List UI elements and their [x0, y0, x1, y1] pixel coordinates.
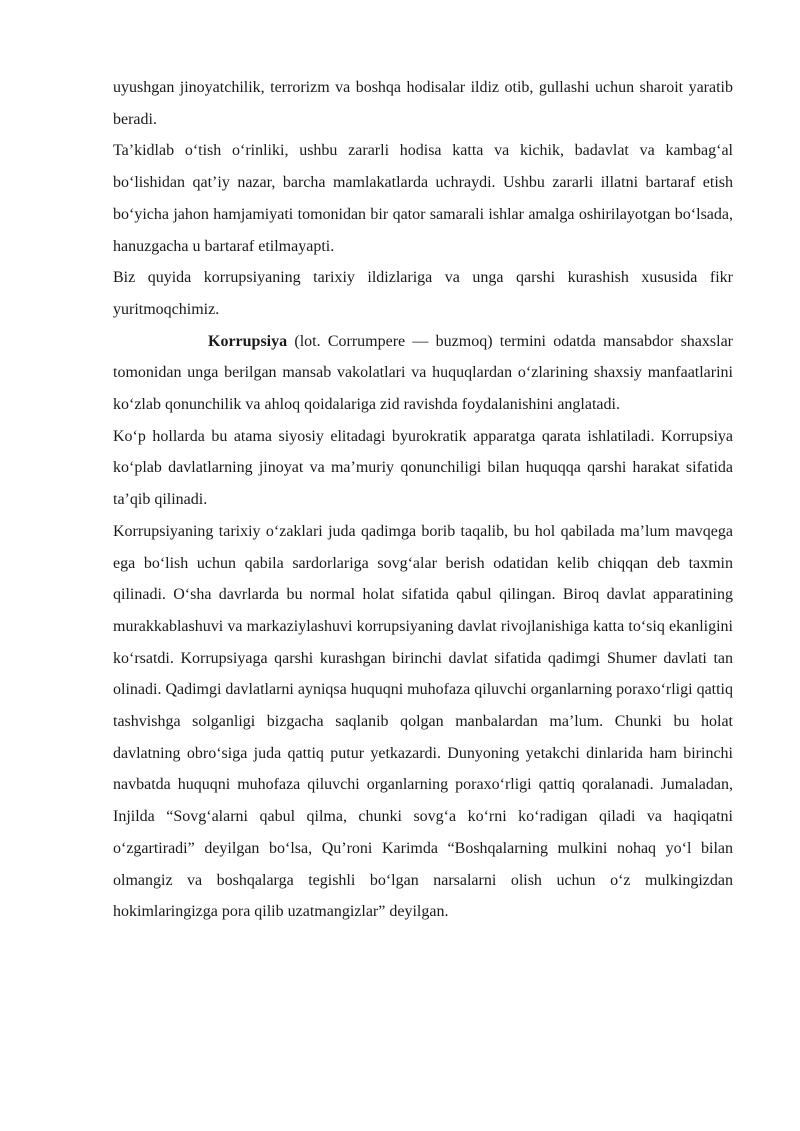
term-korrupsiya: Korrupsiya [208, 332, 288, 350]
paragraph-3: Biz quyida korrupsiyaning tarixiy ildizlariga va unga qarshi kurashish xususida fikr yuritmoqchimiz. [113, 269, 733, 318]
paragraph-2: Ta’kidlab o‘tish o‘rinliki, ushbu zararli hodisa katta va kichik, badavlat va kambag‘al bo‘lishidan qat’iy nazar, barcha mamlakatlarda uchraydi. Ushbu zararli illatni bartaraf etish bo‘yicha jahon hamjamiyati tomonidan bir qator samarali ishlar amalga oshirilayotgan bo‘lsada, hanuzgacha u bartaraf etilmayapti. [113, 142, 733, 255]
paragraph-5: Ko‘p hollarda bu atama siyosiy elitadagi byurokratik apparatga qarata ishlatiladi. Korrupsiya ko‘plab davlatlarning jinoyat va ma’muriy qonunchiligi bilan huquqqa qarshi harakat sifatida ta’qib qilinadi. [113, 427, 733, 509]
paragraph-6: Korrupsiyaning tarixiy o‘zaklari juda qadimga borib taqalib, bu hol qabilada ma’lum mavqega ega bo‘lish uchun qabila sardorlariga sovg‘alar berish odatidan kelib chiqqan deb taxmin qilinadi. O‘sha davrlarda bu normal holat sifatida qabul qilingan. Biroq davlat apparatining murakkablashuvi va markaziylashuvi korrupsiyaning davlat rivojlanishiga katta to‘siq ekanligini ko‘rsatdi. Korrupsiyaga qarshi kurashgan birinchi davlat sifatida qadimgi Shumer davlati tan olinadi. Qadimgi davlatlarni ayniqsa huquqni muhofaza qiluvchi organlarning poraxo‘rligi qattiq tashvishga solganligi bizgacha saqlanib qolgan manbalardan ma’lum. Chunki bu holat davlatning obro‘siga juda qattiq putur yetkazardi. Dunyoning yetakchi dinlarida ham birinchi navbatda huquqni muhofaza qiluvchi organlarning poraxo‘rligi qattiq qoralanadi. Jumaladan, Injilda “Sovg‘alarni qabul qilma, chunki sovg‘a ko‘rni ko‘radigan qiladi va haqiqatni o‘zgartiradi” deyilgan bo‘lsa, Qu’roni Karimda “Boshqalarning mulkini nohaq yo‘l bilan olmangiz va boshqalarga tegishli bo‘lgan narsalarni olish uchun o‘z mulkingizdan hokimlaringizga pora qilib uzatmangizlar” deyilgan. [113, 522, 733, 921]
paragraph-4-definition [113, 326, 733, 421]
document-page [113, 72, 733, 928]
paragraph-1: uyushgan jinoyatchilik, terrorizm va boshqa hodisalar ildiz otib, gullashi uchun sharoit yaratib beradi. [113, 79, 733, 128]
definition-text: (lot. Corrumpere — buzmoq) termini odatda mansabdor shaxslar tomonidan unga berilgan mansab vakolatlari va huquqlardan o‘zlarining shaxsiy manfaatlarini ko‘zlab qonunchilik va ahloq qoidalariga zid ravishda foydalanishini anglatadi. [113, 332, 733, 414]
